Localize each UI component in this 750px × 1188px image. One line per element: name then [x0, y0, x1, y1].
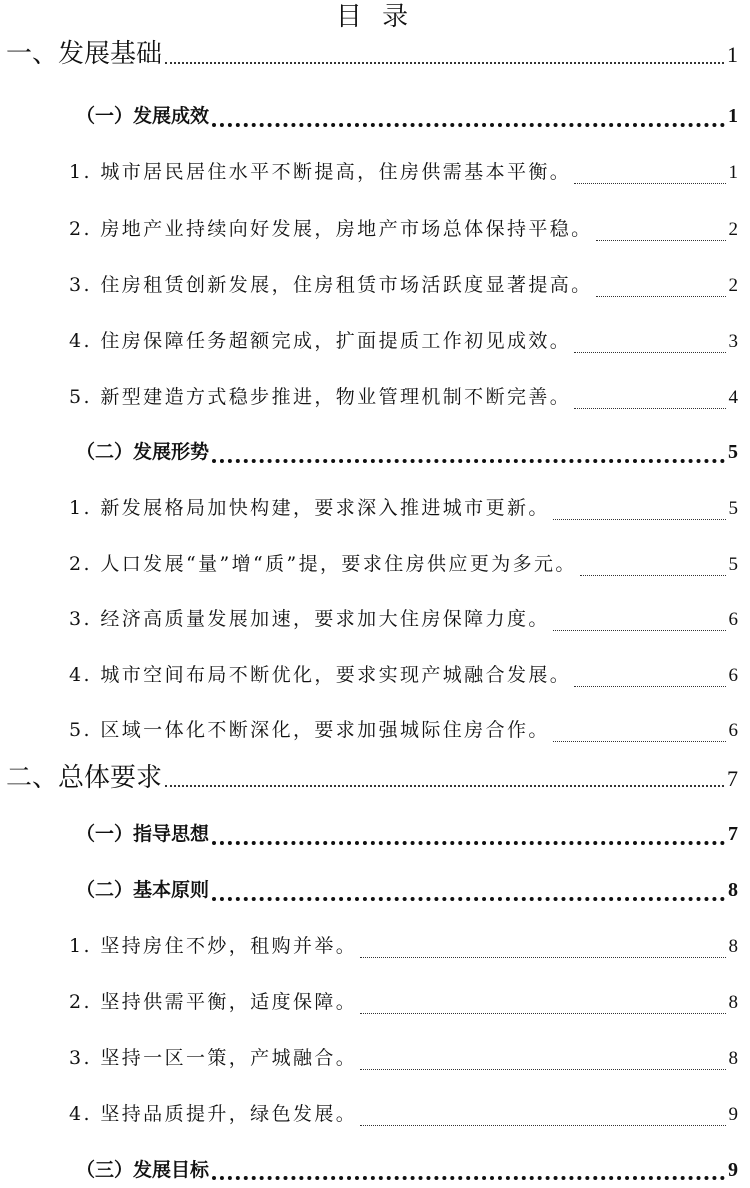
- toc-dot-leader: [165, 784, 724, 787]
- toc-dot-leader: [360, 1012, 725, 1014]
- toc-dot-leader: [212, 1175, 725, 1180]
- toc-page-number: 2: [728, 219, 738, 240]
- toc-dot-leader: [596, 239, 726, 241]
- toc-section-entry[interactable]: [0, 871, 750, 909]
- toc-page-number: 8: [728, 936, 738, 957]
- toc-entry-text: 5. 区域一体化不断深化，要求加强城际住房合作。: [69, 719, 550, 741]
- toc-page-number: 1: [728, 162, 738, 183]
- toc-entry-text: 2. 人口发展“量”增“质”提，要求住房供应更为多元。: [69, 553, 577, 575]
- toc-entry-text: 一、发展基础: [6, 39, 163, 69]
- toc-item-entry[interactable]: [0, 927, 750, 965]
- toc-page-number: 9: [728, 1159, 738, 1181]
- toc-entry-text: （二）基本原则: [76, 879, 210, 901]
- toc-item-entry[interactable]: [0, 656, 750, 694]
- toc-item-entry[interactable]: [0, 600, 750, 638]
- toc-entry-text: （一）指导思想: [76, 823, 210, 845]
- toc-entry-text: 3. 经济高质量发展加速，要求加大住房保障力度。: [69, 608, 550, 630]
- toc-entry-text: 4. 城市空间布局不断优化，要求实现产城融合发展。: [69, 664, 572, 686]
- toc-dot-leader: [165, 61, 724, 64]
- toc-entry-text: 1. 坚持房住不炒，租购并举。: [69, 935, 358, 957]
- toc-page-number: 2: [728, 275, 738, 296]
- toc-entry-text: （二）发展形势: [76, 441, 210, 463]
- toc-dot-leader: [360, 1124, 725, 1126]
- toc-chapter-entry[interactable]: [0, 757, 750, 799]
- toc-entry-text: 2. 房地产业持续向好发展，房地产市场总体保持平稳。: [69, 218, 593, 240]
- toc-entry-text: 3. 坚持一区一策，产城融合。: [69, 1047, 358, 1069]
- toc-page-number: 4: [728, 387, 738, 408]
- toc-page-number: 8: [728, 1048, 738, 1069]
- toc-dot-leader: [574, 407, 725, 409]
- toc-item-entry[interactable]: [0, 322, 750, 360]
- toc-title: 目 录: [335, 2, 415, 32]
- toc-entry-text: 二、总体要求: [6, 763, 163, 793]
- toc-item-entry[interactable]: [0, 983, 750, 1021]
- toc-entry-text: 2. 坚持供需平衡，适度保障。: [69, 991, 358, 1013]
- toc-page-number: 6: [728, 720, 738, 741]
- toc-dot-leader: [596, 295, 726, 297]
- toc-dot-leader: [212, 122, 725, 127]
- toc-item-entry[interactable]: [0, 711, 750, 749]
- toc-page-number: 7: [728, 823, 738, 845]
- toc-entry-text: 3. 住房租赁创新发展，住房租赁市场活跃度显著提高。: [69, 274, 593, 296]
- toc-page-number: 5: [728, 441, 738, 463]
- toc-dot-leader: [553, 629, 726, 631]
- toc-section-entry[interactable]: [0, 433, 750, 471]
- toc-item-entry[interactable]: [0, 545, 750, 583]
- toc-dot-leader: [574, 685, 725, 687]
- toc-section-entry[interactable]: [0, 815, 750, 853]
- toc-entry-text: （三）发展目标: [76, 1159, 210, 1181]
- toc-section-entry[interactable]: [0, 97, 750, 135]
- toc-entry-text: 4. 坚持品质提升，绿色发展。: [69, 1103, 358, 1125]
- toc-item-entry[interactable]: [0, 210, 750, 248]
- toc-page-number: 8: [728, 992, 738, 1013]
- toc-item-entry[interactable]: [0, 1039, 750, 1077]
- toc-page-number: 1: [727, 42, 738, 67]
- toc-entry-text: 1. 新发展格局加快构建，要求深入推进城市更新。: [69, 497, 550, 519]
- toc-dot-leader: [553, 740, 726, 742]
- toc-page-number: 1: [728, 105, 738, 127]
- toc-page-number: 6: [728, 609, 738, 630]
- toc-page-number: 8: [728, 879, 738, 901]
- toc-dot-leader: [212, 840, 725, 845]
- toc-page-number: 5: [728, 554, 738, 575]
- toc-dot-leader: [580, 574, 726, 576]
- toc-dot-leader: [212, 896, 725, 901]
- toc-page-number: 6: [728, 665, 738, 686]
- toc-entry-text: （一）发展成效: [76, 105, 210, 127]
- toc-item-entry[interactable]: [0, 489, 750, 527]
- toc-item-entry[interactable]: [0, 1095, 750, 1133]
- toc-page-number: 3: [728, 331, 738, 352]
- toc-dot-leader: [553, 518, 726, 520]
- toc-entry-text: 5. 新型建造方式稳步推进，物业管理机制不断完善。: [69, 386, 572, 408]
- toc-page-number: 9: [728, 1104, 738, 1125]
- toc-item-entry[interactable]: [0, 378, 750, 416]
- toc-dot-leader: [360, 1068, 725, 1070]
- toc-dot-leader: [212, 458, 725, 463]
- toc-entry-text: 1. 城市居民居住水平不断提高，住房供需基本平衡。: [69, 161, 572, 183]
- toc-item-entry[interactable]: [0, 153, 750, 191]
- toc-page-number: 7: [727, 766, 738, 791]
- toc-chapter-entry[interactable]: [0, 32, 750, 76]
- toc-dot-leader: [360, 956, 725, 958]
- toc-dot-leader: [574, 351, 725, 353]
- toc-section-entry[interactable]: [0, 1152, 750, 1188]
- toc-dot-leader: [574, 182, 725, 184]
- toc-item-entry[interactable]: [0, 266, 750, 304]
- toc-entry-text: 4. 住房保障任务超额完成，扩面提质工作初见成效。: [69, 330, 572, 352]
- toc-page-number: 5: [728, 498, 738, 519]
